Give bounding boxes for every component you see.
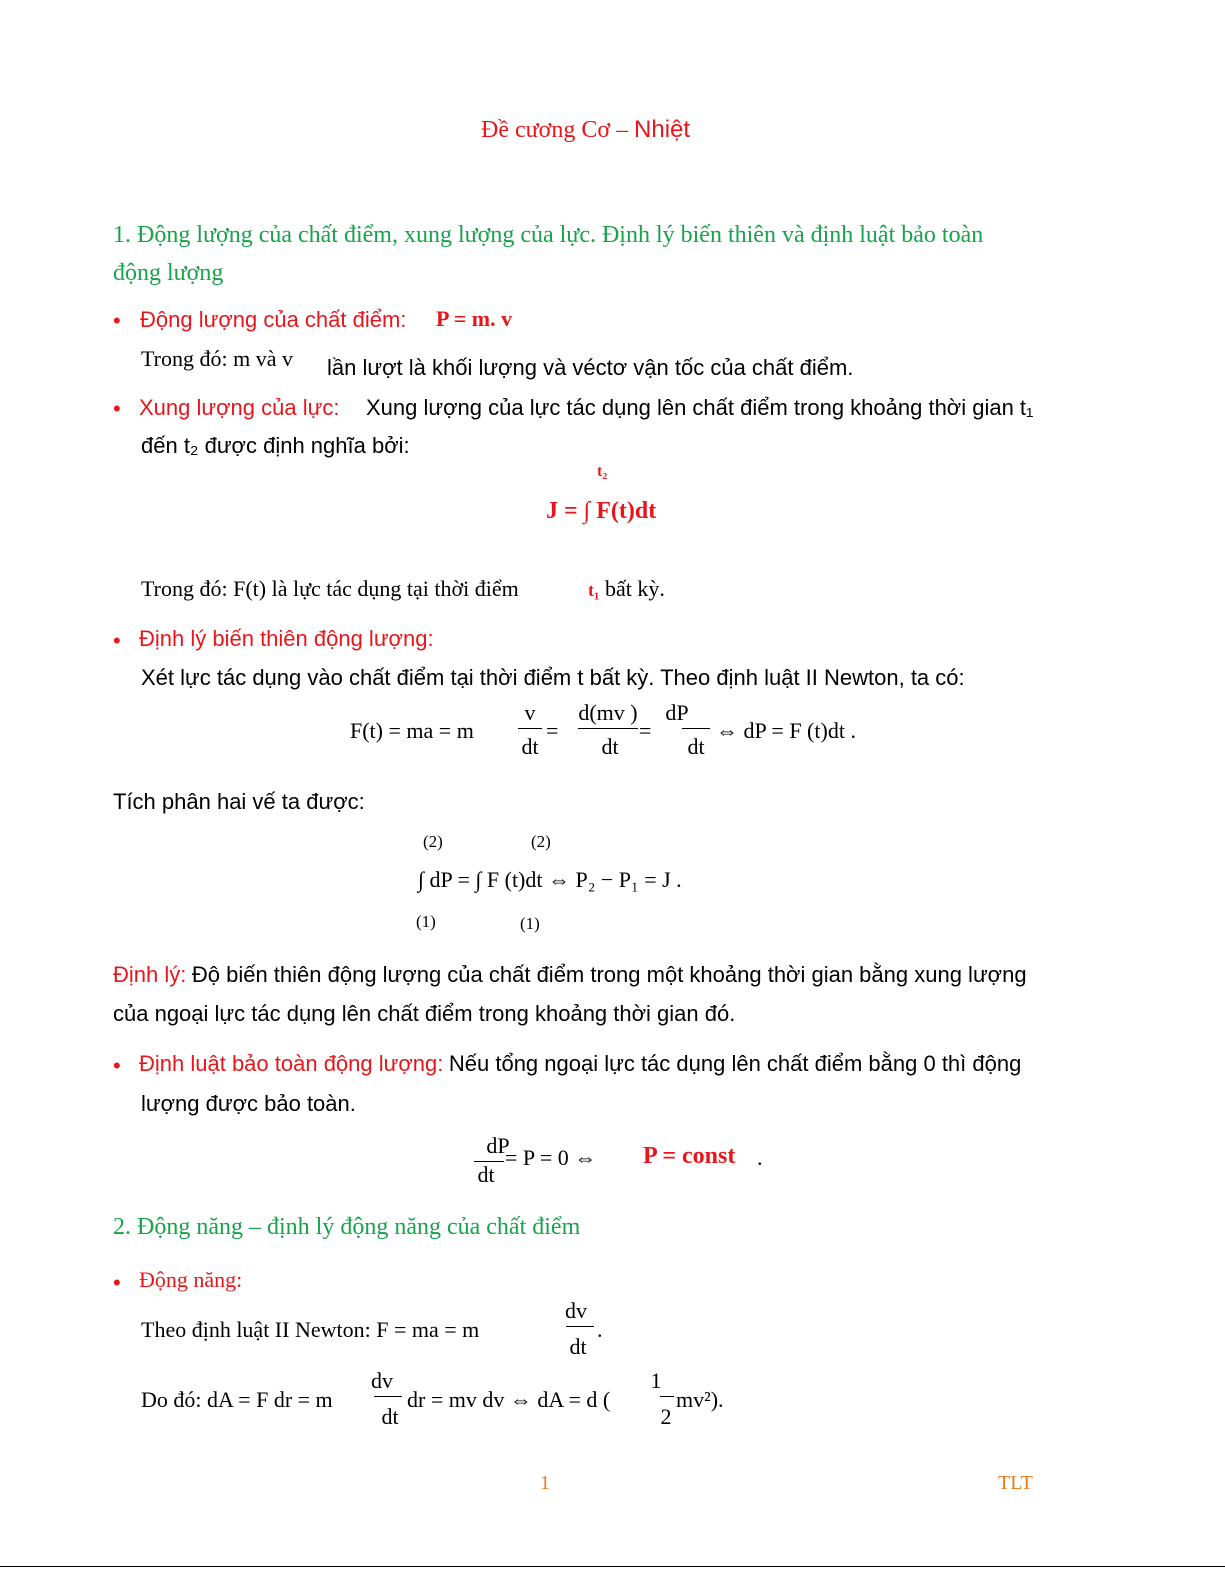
newton-eq-rhs: ⇔ dP = F (t)dt .: [716, 718, 856, 743]
conservation-mid: = P = 0 ⇔: [505, 1145, 597, 1170]
newton-eq-2: =: [639, 718, 652, 743]
fraction-bar: [682, 728, 710, 729]
newton-eq-1: =: [546, 718, 559, 743]
conservation-line-1: [139, 1051, 1021, 1077]
newton-frac-2-den: dt: [601, 734, 619, 759]
kinetic-line-2-c: mv²).: [676, 1387, 724, 1412]
page-number: 1: [540, 1472, 550, 1494]
newton-frac-3-num: dP: [665, 700, 689, 725]
fraction-bar: [660, 1396, 674, 1397]
bullet-icon: •: [113, 1270, 121, 1295]
page-title: [481, 116, 690, 144]
theorem-line-2: của ngoại lực tác dụng lên chất điểm trong khoảng thời gian đó.: [113, 1001, 736, 1026]
footer-author: TLT: [998, 1472, 1033, 1494]
conservation-result: P = const: [643, 1143, 736, 1169]
integral-2-lower: (1): [520, 914, 540, 933]
kinetic-line-2-fden: 2: [660, 1404, 672, 1429]
impulse-text-line-2: đến t₂ được định nghĩa bởi:: [141, 433, 410, 458]
impulse-note-t: t₁: [588, 580, 600, 600]
integral-equation: ∫ dP = ∫ F (t)dt ⇔ P₂ − P₁ = J .: [418, 867, 682, 892]
kinetic-line-1-den: dt: [569, 1334, 587, 1359]
bullet-icon: •: [113, 1053, 121, 1078]
impulse-upper-limit: t₂: [597, 463, 608, 480]
momentum-label: Động lượng của chất điểm:: [140, 307, 407, 332]
kinetic-line-2-b: dr = mv dv ⇔ dA = d (: [407, 1387, 611, 1412]
fraction-bar: [566, 1326, 594, 1327]
kinetic-line-1-end: .: [597, 1317, 603, 1342]
kinetic-line-2-num: dv: [371, 1368, 393, 1393]
fraction-bar: [578, 728, 638, 729]
newton-eq-lhs: F(t) = ma = m: [350, 718, 474, 743]
theorem-label: Định lý:: [113, 962, 187, 987]
integral-1-lower: (1): [416, 912, 436, 931]
kinetic-energy-label: Động năng:: [139, 1267, 243, 1292]
impulse-note-b: bất kỳ.: [605, 576, 665, 601]
conservation-frac-num: dP: [486, 1133, 510, 1158]
kinetic-line-2-den: dt: [381, 1404, 399, 1429]
theorem-text-1: Độ biến thiên động lượng của chất điểm trong một khoảng thời gian bằng xung lượng: [191, 962, 1027, 987]
integrate-text: Tích phân hai vế ta được:: [113, 789, 365, 814]
impulse-label: Xung lượng của lực:: [139, 395, 340, 420]
theorem-line-1: [113, 962, 1027, 988]
bottom-divider: [0, 1566, 1225, 1567]
bullet-icon: •: [113, 628, 121, 653]
momentum-desc-b: lần lượt là khối lượng và véctơ vận tốc của chất điểm.: [327, 355, 854, 380]
conservation-text-1: Nếu tổng ngoại lực tác dụng lên chất điểm bằng 0 thì động: [448, 1051, 1022, 1076]
integral-2-upper: (2): [531, 832, 551, 851]
momentum-formula: P = m. v: [436, 306, 513, 331]
newton-frac-1-num: v: [524, 700, 536, 725]
kinetic-line-2-a: Do đó: dA = F dr = m: [141, 1387, 333, 1412]
conservation-label: Định luật bảo toàn động lượng:: [139, 1051, 444, 1076]
impulse-formula: J = ∫ F(t)dt: [546, 498, 657, 524]
newton-frac-1-den: dt: [521, 734, 539, 759]
momentum-desc-a: Trong đó: m và v: [141, 346, 293, 371]
title-part-2: Nhiệt: [634, 116, 691, 143]
section-1-heading-line-1: 1. Động lượng của chất điểm, xung lượng của lực. Định lý biến thiên và định luật bảo toàn: [113, 222, 984, 248]
kinetic-line-1-num: dv: [565, 1298, 587, 1323]
bullet-icon: •: [113, 396, 121, 421]
fraction-bar: [518, 728, 542, 729]
conservation-end: .: [757, 1145, 763, 1170]
section-2-heading: 2. Động năng – định lý động năng của chất điểm: [113, 1214, 581, 1240]
impulse-text-line-1: Xung lượng của lực tác dụng lên chất điểm trong khoảng thời gian t₁: [366, 395, 1034, 420]
bullet-icon: •: [113, 308, 121, 333]
impulse-note-a: Trong đó: F(t) là lực tác dụng tại thời điểm: [141, 576, 519, 601]
kinetic-line-1-a: Theo định luật II Newton: F = ma = m: [141, 1317, 480, 1342]
newton-frac-2-num: d(mv ): [578, 700, 638, 725]
integral-1-upper: (2): [423, 832, 443, 851]
newton-text: Xét lực tác dụng vào chất điểm tại thời điểm t bất kỳ. Theo định luật II Newton, ta có:: [141, 665, 965, 690]
kinetic-line-2-fnum: 1: [650, 1368, 662, 1393]
conservation-text-2: lượng được bảo toàn.: [141, 1091, 356, 1116]
fraction-bar: [374, 1396, 402, 1397]
title-part-1: Đề cương Cơ –: [481, 117, 635, 143]
momentum-theorem-label: Định lý biến thiên động lượng:: [139, 626, 434, 651]
conservation-frac-den: dt: [477, 1162, 495, 1187]
newton-frac-3-den: dt: [687, 734, 705, 759]
section-1-heading-line-2: động lượng: [113, 260, 224, 286]
